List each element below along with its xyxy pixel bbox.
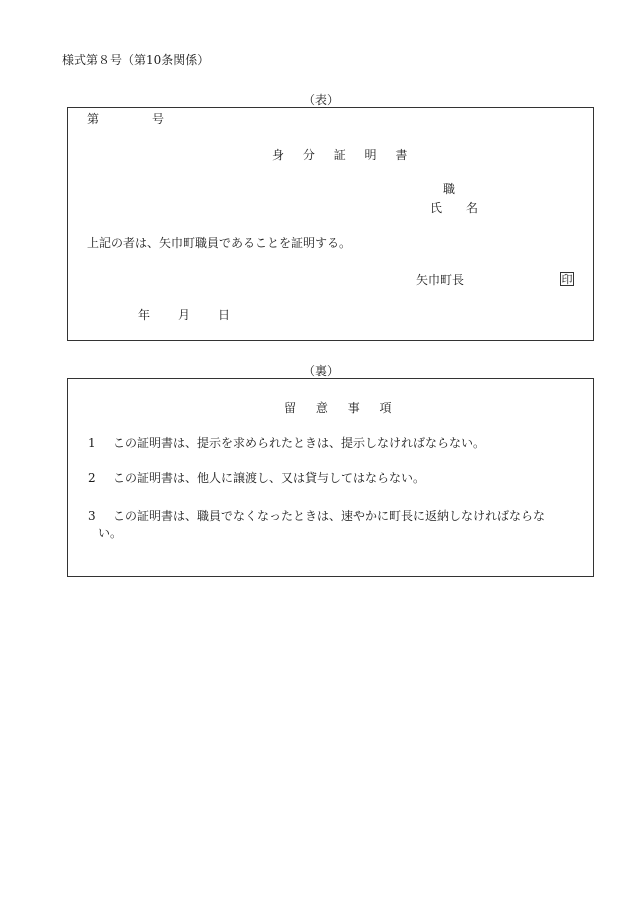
seal-mark: 印	[561, 272, 573, 286]
certification-statement: 上記の者は、矢巾町職員であることを証明する。	[87, 236, 352, 250]
certificate-front-card	[67, 107, 594, 341]
date-day-label: 日	[218, 308, 231, 322]
notes-title-char: 項	[379, 401, 392, 415]
title-char: 分	[302, 148, 315, 162]
certificate-number-suffix: 号	[152, 112, 165, 126]
note-number: 1	[88, 436, 96, 450]
date-year-label: 年	[138, 308, 151, 322]
note-number: 3	[88, 509, 96, 523]
name-label: 氏 名	[430, 201, 485, 215]
notes-title-char: 事	[347, 401, 360, 415]
title-char: 身	[272, 148, 285, 162]
notes-title-char: 意	[315, 401, 328, 415]
note-text: この証明書は、他人に譲渡し、又は貸与してはならない。	[113, 471, 426, 485]
certificate-number-prefix: 第	[87, 112, 100, 126]
note-number: 2	[88, 471, 96, 485]
note-text: この証明書は、職員でなくなったときは、速やかに町長に返納しなければならな	[113, 509, 546, 523]
date-month-label: 月	[178, 308, 191, 322]
issuer-title: 矢巾町長	[416, 273, 465, 287]
form-title: 様式第８号（第10条関係）	[62, 53, 210, 67]
back-side-label: （裏）	[303, 364, 340, 378]
note-text-continuation: い。	[98, 526, 123, 540]
title-char: 証	[333, 148, 346, 162]
title-char: 明	[364, 148, 377, 162]
certificate-title	[272, 149, 407, 161]
title-char: 書	[395, 148, 408, 162]
front-side-label: （表）	[303, 93, 340, 107]
note-text: この証明書は、提示を求められたときは、提示しなければならない。	[113, 436, 486, 450]
notes-title-char: 留	[284, 401, 297, 415]
post-label: 職	[443, 182, 456, 196]
notes-title	[284, 402, 392, 414]
